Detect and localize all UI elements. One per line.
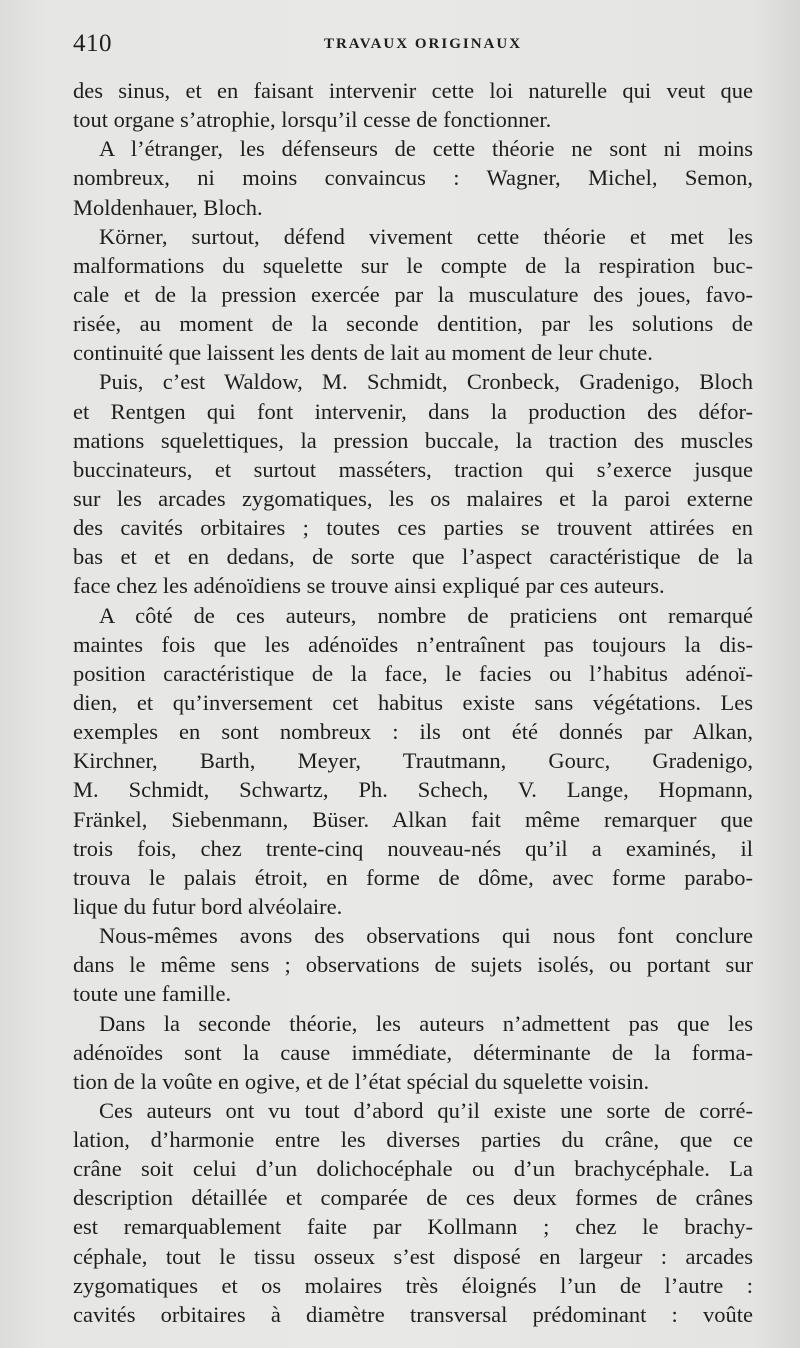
text-line: lation, d’harmonie entre les diverses parties du crâne, que ce xyxy=(73,1127,753,1153)
text-line: Kirchner, Barth, Meyer, Trautmann, Gourc, Gradenigo, xyxy=(73,748,753,774)
body-text xyxy=(73,76,753,1329)
text-line: Moldenhauer, Bloch. xyxy=(73,194,263,220)
text-line: dien, et qu’inversement cet habitus existe sans végétations. Les xyxy=(73,689,753,715)
text-line: trouva le palais étroit, en forme de dôme, avec forme parabo- xyxy=(73,864,753,890)
text-line: dans le même sens ; observations de sujets isolés, ou portant sur xyxy=(73,952,753,978)
text-line: zygomatiques et os molaires très éloignés l’un de l’autre : xyxy=(73,1272,753,1298)
page-header xyxy=(73,30,753,64)
page-number: 410 xyxy=(73,30,112,57)
text-line: cale et de la pression exercée par la musculature des joues, favo- xyxy=(73,281,753,307)
text-line: Fränkel, Siebenmann, Büser. Alkan fait même remarquer que xyxy=(73,806,753,832)
text-line: A l’étranger, les défenseurs de cette théorie ne sont ni moins xyxy=(99,136,753,162)
text-line: toute une famille. xyxy=(73,981,232,1007)
text-line: risée, au moment de la seconde dentition, par les solutions de xyxy=(73,311,753,337)
text-line: A côté de ces auteurs, nombre de praticiens ont remarqué xyxy=(99,602,753,628)
text-line: face chez les adénoïdiens se trouve ainsi expliqué par ces auteurs. xyxy=(73,573,665,599)
text-line: mations squelettiques, la pression buccale, la traction des muscles xyxy=(73,427,753,453)
text-line: est remarquablement faite par Kollmann ; chez le brachy- xyxy=(73,1214,753,1240)
text-line: trois fois, chez trente-cinq nouveau-nés qu’il a examinés, il xyxy=(73,835,753,861)
text-line: exemples en sont nombreux : ils ont été donnés par Alkan, xyxy=(73,719,753,745)
text-line: Dans la seconde théorie, les auteurs n’admettent pas que les xyxy=(99,1010,753,1036)
text-line: tion de la voûte en ogive, et de l’état spécial du squelette voisin. xyxy=(73,1068,650,1094)
text-line: Puis, c’est Waldow, M. Schmidt, Cronbeck, Gradenigo, Bloch xyxy=(99,369,753,395)
running-title: TRAVAUX ORIGINAUX xyxy=(323,36,523,52)
text-line: Nous-mêmes avons des observations qui nous font conclure xyxy=(99,923,753,949)
text-line: buccinateurs, et surtout masséters, traction qui s’exerce jusque xyxy=(73,456,753,482)
text-line: sur les arcades zygomatiques, les os malaires et la paroi externe xyxy=(73,485,753,511)
text-line: nombreux, ni moins convaincus : Wagner, Michel, Semon, xyxy=(73,165,753,191)
text-line: crâne soit celui d’un dolichocéphale ou d’un brachycéphale. La xyxy=(73,1156,753,1182)
text-line: Körner, surtout, défend vivement cette théorie et met les xyxy=(99,223,753,249)
text-line: lique du futur bord alvéolaire. xyxy=(73,893,343,919)
text-line: des cavités orbitaires ; toutes ces parties se trouvent attirées en xyxy=(73,515,753,541)
text-line: maintes fois que les adénoïdes n’entraînent pas toujours la dis- xyxy=(73,631,753,657)
text-line: M. Schmidt, Schwartz, Ph. Schech, V. Lange, Hopmann, xyxy=(73,777,753,803)
text-line: et Rentgen qui font intervenir, dans la production des défor- xyxy=(73,398,753,424)
text-line: Ces auteurs ont vu tout d’abord qu’il existe une sorte de corré- xyxy=(99,1097,753,1123)
text-line: céphale, tout le tissu osseux s’est disposé en largeur : arcades xyxy=(73,1243,753,1269)
text-line: cavités orbitaires à diamètre transversal prédominant : voûte xyxy=(73,1301,753,1327)
text-line: description détaillée et comparée de ces deux formes de crânes xyxy=(73,1185,753,1211)
text-line: des sinus, et en faisant intervenir cette loi naturelle qui veut que xyxy=(73,78,753,103)
text-line: continuité que laissent les dents de lait au moment de leur chute. xyxy=(73,340,653,366)
text-line: malformations du squelette sur le compte de la respiration buc- xyxy=(73,252,753,278)
text-line: adénoïdes sont la cause immédiate, déterminante de la forma- xyxy=(73,1039,753,1065)
text-line: bas et et en dedans, de sorte que l’aspect caractéristique de la xyxy=(73,544,753,570)
text-line: position caractéristique de la face, le facies ou l’habitus adénoï- xyxy=(73,660,753,686)
text-line: tout organe s’atrophie, lorsqu’il cesse de fonctionner. xyxy=(73,107,552,133)
